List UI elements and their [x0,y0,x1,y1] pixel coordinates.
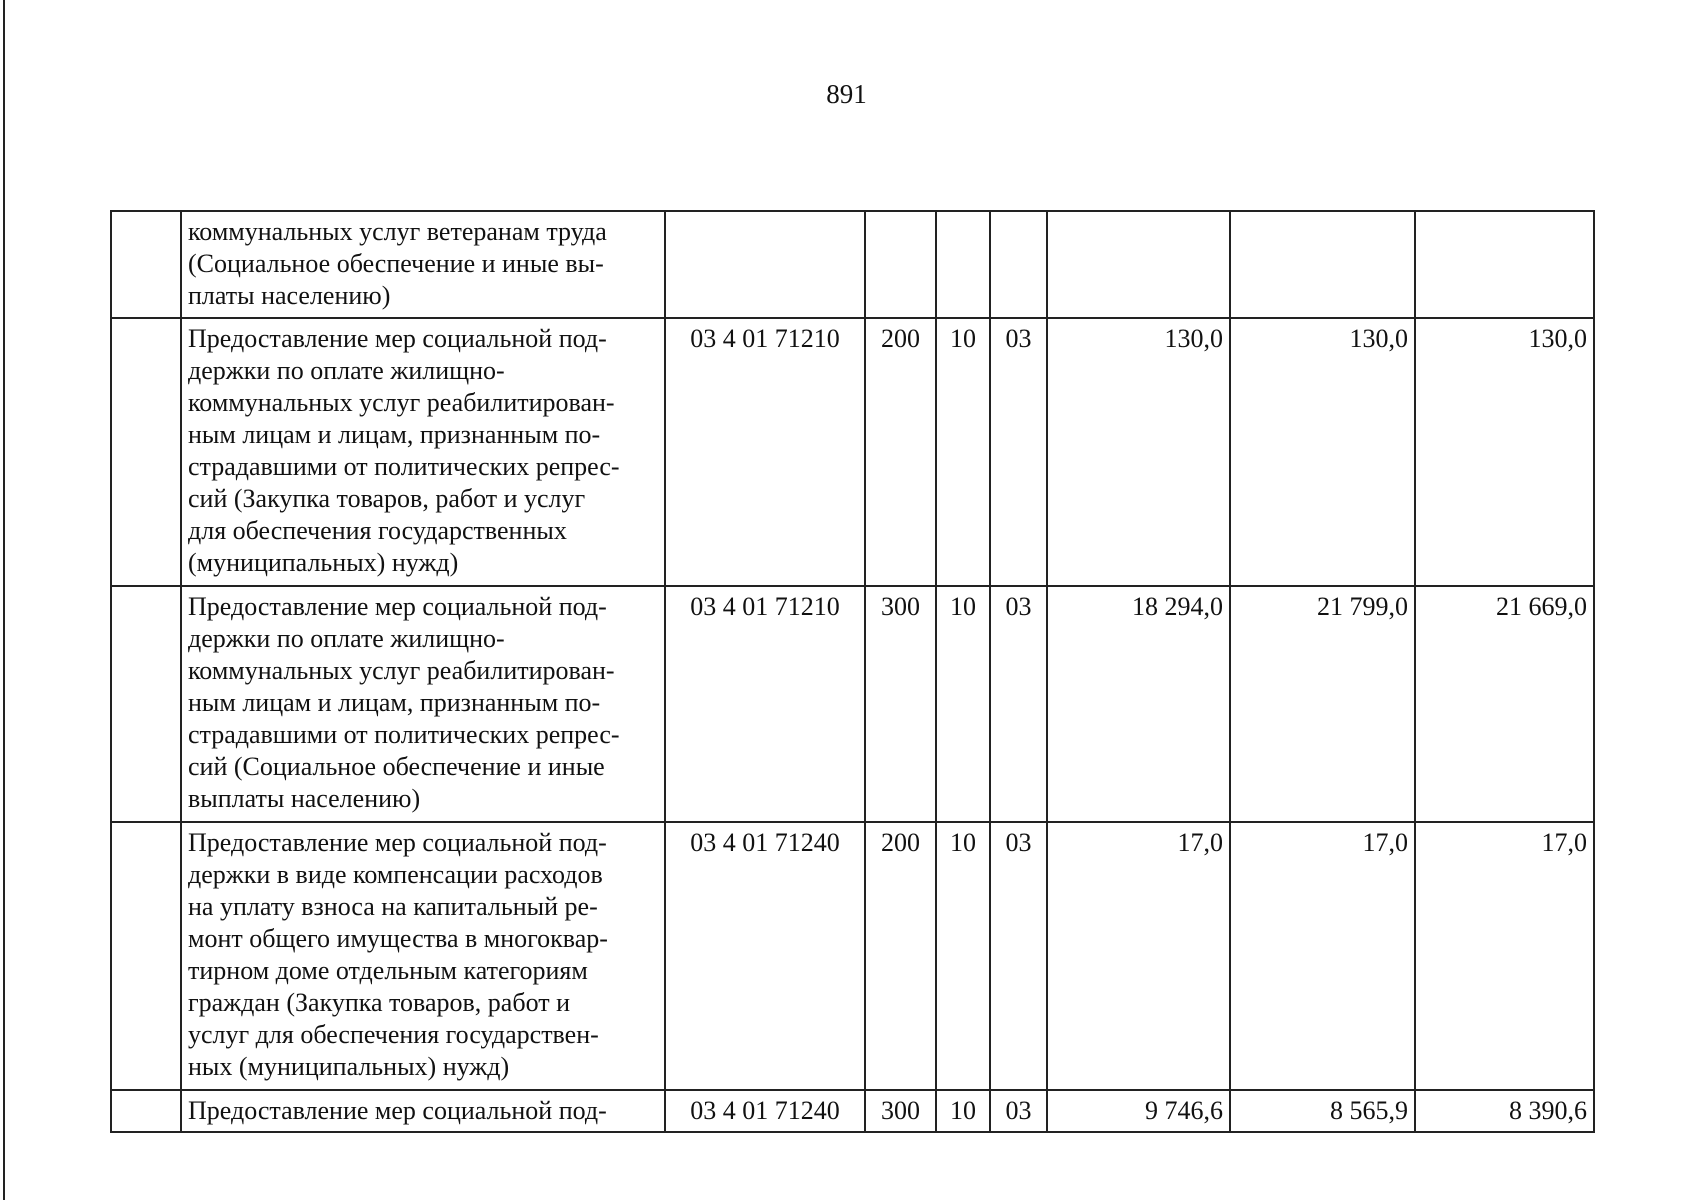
table-row [111,822,1594,1090]
amount-year2-cell: 130,0 [1230,318,1415,586]
table-row [111,318,1594,586]
expense-name-line: коммунальных услуг ветеранам труда [188,217,607,246]
expense-name-cell [181,1090,665,1132]
target-article-cell: 03 4 01 71210 [665,586,865,822]
amount-year2-cell: 8 565,9 [1230,1090,1415,1132]
scan-edge-line [3,0,5,1200]
target-article-cell: 03 4 01 71240 [665,1090,865,1132]
table-row [111,1090,1594,1132]
expense-name-line: Предоставление мер социальной под- [188,1096,607,1125]
table-body [111,211,1594,1132]
section-cell: 10 [936,1090,990,1132]
amount-year2-cell [1230,211,1415,318]
expense-name-cell [181,211,665,318]
amount-year1-cell [1047,211,1230,318]
expense-type-cell: 300 [865,1090,936,1132]
expense-type-cell: 200 [865,318,936,586]
expense-type-cell: 300 [865,586,936,822]
expense-name-line: Предоставление мер социальной под- [188,828,607,857]
amount-year3-cell: 130,0 [1415,318,1594,586]
expense-name-line: выплаты населению) [188,784,421,813]
budget-table [110,210,1595,1133]
subsection-cell: 03 [990,586,1047,822]
amount-year3-cell [1415,211,1594,318]
expense-name-cell [181,318,665,586]
row-number-cell [111,211,181,318]
section-cell: 10 [936,822,990,1090]
row-number-cell [111,822,181,1090]
expense-name-line: страдавшими от политических репрес- [188,720,620,749]
expense-type-cell [865,211,936,318]
expense-name-line: сий (Закупка товаров, работ и услуг [188,484,586,513]
amount-year3-cell: 17,0 [1415,822,1594,1090]
expense-name-line: граждан (Закупка товаров, работ и [188,988,571,1017]
expense-name-line: (муниципальных) нужд) [188,548,459,577]
row-number-cell [111,1090,181,1132]
expense-name-line: услуг для обеспечения государствен- [188,1020,599,1049]
subsection-cell: 03 [990,822,1047,1090]
expense-name-line: коммунальных услуг реабилитирован- [188,656,615,685]
expense-name-cell [181,586,665,822]
row-number-cell [111,586,181,822]
expense-name-line: ным лицам и лицам, признанным по- [188,420,601,449]
expense-name-line: ных (муниципальных) нужд) [188,1052,510,1081]
target-article-cell [665,211,865,318]
target-article-cell: 03 4 01 71240 [665,822,865,1090]
expense-name-line: на уплату взноса на капитальный ре- [188,892,598,921]
amount-year2-cell: 21 799,0 [1230,586,1415,822]
expense-name-line: держки по оплате жилищно- [188,356,505,385]
expense-name-line: для обеспечения государственных [188,516,567,545]
amount-year3-cell: 21 669,0 [1415,586,1594,822]
expense-type-cell: 200 [865,822,936,1090]
expense-name-cell [181,822,665,1090]
amount-year1-cell: 9 746,6 [1047,1090,1230,1132]
expense-name-line: Предоставление мер социальной под- [188,592,607,621]
expense-name-line: держки в виде компенсации расходов [188,860,603,889]
subsection-cell: 03 [990,318,1047,586]
amount-year1-cell: 18 294,0 [1047,586,1230,822]
section-cell: 10 [936,318,990,586]
target-article-cell: 03 4 01 71210 [665,318,865,586]
expense-name-line: (Социальное обеспечение и иные вы- [188,249,604,278]
amount-year3-cell: 8 390,6 [1415,1090,1594,1132]
row-number-cell [111,318,181,586]
expense-name-line: держки по оплате жилищно- [188,624,505,653]
table-row [111,211,1594,318]
expense-name-line: монт общего имущества в многоквар- [188,924,608,953]
page-number: 891 [826,79,867,109]
table-row [111,586,1594,822]
expense-name-line: ным лицам и лицам, признанным по- [188,688,601,717]
amount-year1-cell: 130,0 [1047,318,1230,586]
expense-name-line: коммунальных услуг реабилитирован- [188,388,615,417]
subsection-cell [990,211,1047,318]
expense-name-line: сий (Социальное обеспечение и иные [188,752,605,781]
amount-year1-cell: 17,0 [1047,822,1230,1090]
subsection-cell: 03 [990,1090,1047,1132]
expense-name-line: Предоставление мер социальной под- [188,324,607,353]
expense-name-line: платы населению) [188,281,391,310]
expense-name-line: тирном доме отдельным категориям [188,956,588,985]
expense-name-line: страдавшими от политических репрес- [188,452,620,481]
section-cell: 10 [936,586,990,822]
section-cell [936,211,990,318]
amount-year2-cell: 17,0 [1230,822,1415,1090]
